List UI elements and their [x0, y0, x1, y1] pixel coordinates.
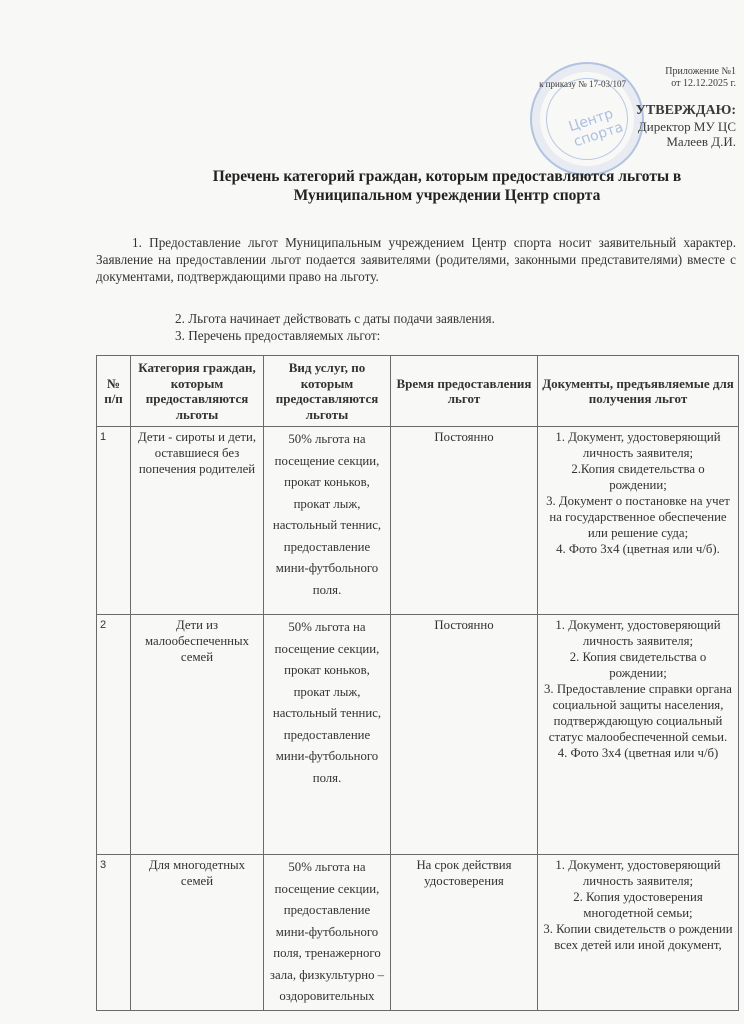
header-category: Категория граждан, которым предоставляются льготы — [131, 356, 264, 427]
document-item: 3. Копии свидетельств о рождении всех детей или иной документ, — [543, 922, 733, 952]
document-item: 2. Копия удостоверения многодетной семьи; — [573, 890, 703, 920]
row-number: 1 — [97, 427, 131, 615]
table-row — [97, 427, 739, 615]
paragraph-2: 2. Льгота начинает действовать с даты подачи заявления. — [175, 311, 495, 326]
row-time: На срок действия удостоверения — [391, 855, 538, 1011]
table-header-row — [97, 356, 739, 427]
row-services: 50% льгота на посещение секции, прокат коньков, прокат лыж, настольный теннис, предоставление мини-футбольного поля. — [264, 427, 391, 615]
row-services: 50% льгота на посещение секции, предоставление мини-футбольного поля, тренажерного зала, физкультурно – оздоровительных — [264, 855, 391, 1011]
document-item: 4. Фото 3х4 (цветная или ч/б) — [557, 746, 719, 760]
document-item: 2. Копия свидетельства о рождении; — [569, 650, 707, 680]
document-item: 3. Предоставление справки органа социальной защиты населения, подтверждающую социальный статус малообеспеченной семьи. — [544, 682, 732, 744]
row-category: Дети - сироты и дети, оставшиеся без попечения родителей — [131, 427, 264, 615]
row-documents — [538, 427, 739, 615]
table-row — [97, 615, 739, 855]
row-category: Дети из малообеспеченных семей — [131, 615, 264, 855]
row-documents — [538, 855, 739, 1011]
director-name: Малеев Д.И. — [666, 134, 736, 149]
paragraph-3: 3. Перечень предоставляемых льгот: — [175, 328, 381, 343]
document-item: 1. Документ, удостоверяющий личность заявителя; — [555, 858, 721, 888]
document-title: Перечень категорий граждан, которым предоставляются льготы в Муниципальном учреждении Центр спорта — [212, 168, 682, 204]
row-number: 2 — [97, 615, 131, 855]
table-row — [97, 855, 739, 1011]
header-documents: Документы, предъявляемые для получения льгот — [538, 356, 739, 427]
director-position: Директор МУ ЦС — [637, 119, 736, 134]
document-item: 2.Копия свидетельства о рождении; — [571, 462, 705, 492]
document-item: 3. Документ о постановке на учет на государственное обеспечение или решение суда; — [546, 494, 730, 540]
row-documents — [538, 615, 739, 855]
document-item: 1. Документ, удостоверяющий личность заявителя; — [555, 618, 721, 648]
appendix-label: Приложение №1 — [665, 66, 736, 77]
order-number: к приказу № 17-03/107 — [539, 79, 626, 89]
appendix-date: от 12.12.2025 г. — [671, 78, 736, 89]
stamp-text: Центр спорта — [566, 105, 626, 151]
row-time: Постоянно — [391, 427, 538, 615]
header-services: Вид услуг, по которым предоставляются льготы — [264, 356, 391, 427]
header-number: № п/п — [97, 356, 131, 427]
row-services: 50% льгота на посещение секции, прокат коньков, прокат лыж, настольный теннис, предоставление мини-футбольного поля. — [264, 615, 391, 855]
document-item: 4. Фото 3х4 (цветная или ч/б). — [556, 542, 720, 556]
header-time: Время предоставления льгот — [391, 356, 538, 427]
paragraph-1: 1. Предоставление льгот Муниципальным учреждением Центр спорта носит заявительный характер. Заявление на предоставлении льгот подается заявителями (родителями, законными представителями) вместе с документами, подтверждающими право на льготу. — [96, 235, 736, 284]
row-number: 3 — [97, 855, 131, 1011]
benefits-table — [96, 355, 739, 1011]
document-item: 1. Документ, удостоверяющий личность заявителя; — [555, 430, 721, 460]
approve-heading: УТВЕРЖДАЮ: — [635, 103, 736, 118]
row-category: Для многодетных семей — [131, 855, 264, 1011]
row-time: Постоянно — [391, 615, 538, 855]
